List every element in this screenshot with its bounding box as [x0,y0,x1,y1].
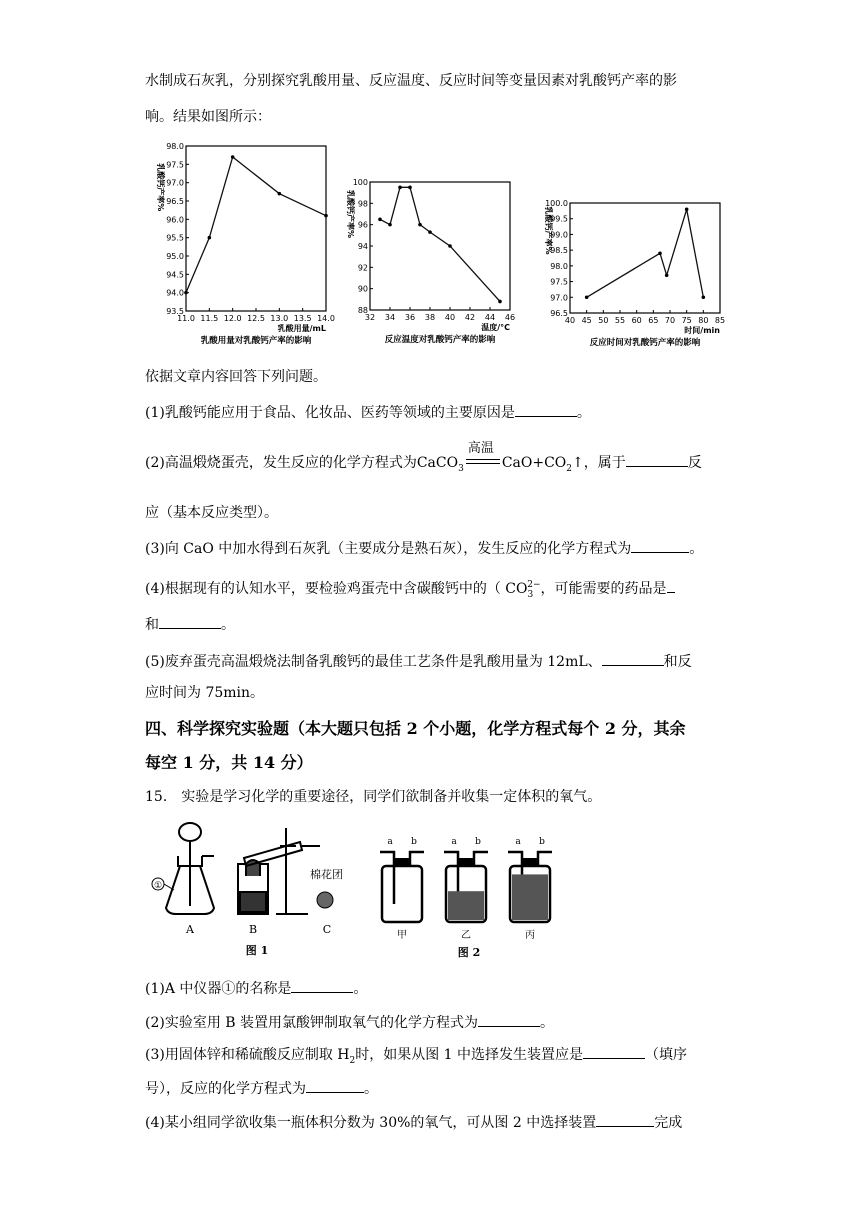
x-tick-label: 46 [504,313,516,322]
x-tick-label: 13.0 [270,314,289,323]
data-point [278,192,282,196]
chart-title: 乳酸用量对乳酸钙产率的影响 [200,336,312,346]
x-tick-label: 11.0 [177,314,195,323]
data-point [665,273,669,277]
gas-bottle [508,837,552,941]
answer-blank[interactable] [306,1078,364,1093]
q15-part-3-text-a: (3)用固体锌和稀硫酸反应制取 H [145,1047,350,1063]
tube-label-b: b [411,837,417,847]
y-tick-label: 98.0 [166,142,184,151]
q15-part-2-end: 。 [540,1015,555,1031]
question-2-text-a: (2)高温煅烧蛋壳，发生反应的化学方程式为CaCO [145,455,459,471]
x-tick-label: 14.0 [317,314,335,323]
figure-2-drawing [374,834,564,960]
y-tick-label: 92 [357,263,368,273]
q15-part-3-text-d: 号），反应的化学方程式为 [145,1081,306,1097]
question-5 [145,651,692,671]
y-axis-label: 乳酸钙产率% [156,163,165,212]
question-1-end: 。 [576,405,591,421]
question-4 [145,578,675,600]
question-2-sub2: 2 [566,463,573,474]
x-tick-label: 50 [598,316,609,325]
y-tick-label: 97.0 [166,178,184,188]
tube-label-a: a [515,837,521,847]
y-tick-label: 99.0 [550,230,568,240]
q15-part-3-text-b: 时，如果从图 1 中选择发生装置应是 [355,1047,584,1063]
x-tick-label: 13.5 [293,314,312,323]
data-point [428,230,432,234]
x-tick-label: 45 [581,316,592,325]
data-point [388,223,392,227]
q15-part-3-sub: 2 [349,1055,356,1066]
chart-svg [340,172,522,348]
label-b: B [248,923,258,936]
question-4-line-2 [145,614,235,634]
series-line [587,209,704,297]
question-1 [145,402,591,422]
x-axis-label: 时间/min [684,326,720,335]
question-2-text-d: 反 [687,455,702,471]
y-tick-label: 97.5 [550,277,568,287]
plot-frame [370,182,510,310]
x-tick-label: 60 [631,316,642,325]
instrument-marker: ① [153,881,163,891]
data-point [498,300,502,304]
y-tick-label: 97.5 [166,160,184,170]
y-tick-label: 94 [357,242,368,251]
plot-frame [186,146,326,311]
question-5-text-a: (5)废弃蛋壳高温煅烧法制备乳酸钙的最佳工艺条件是乳酸用量为 12mL、 [145,654,602,670]
question-4-text-b: ，可能需要的药品是 [540,581,667,597]
chart-reaction-time [538,195,734,355]
series-line [186,157,326,293]
data-point [685,207,689,211]
intro-line-2: 响。结果如图所示： [145,109,271,125]
x-tick-label: 75 [681,316,692,325]
question-5-line-2: 应时间为 75min。 [145,685,265,701]
x-tick-label: 70 [664,316,676,325]
section-heading-line-1: 四、科学探究实验题（本大题只包括 2 个小题，化学方程式每个 2 分，其余 [145,719,686,738]
y-tick-label: 96.5 [166,197,184,206]
answer-blank[interactable] [291,978,353,993]
data-point [231,155,235,159]
q15-part-2-text: (2)实验室用 B 装置用氯酸钾制取氧气的化学方程式为 [145,1015,479,1031]
x-axis-label: 乳酸用量/mL [277,324,326,333]
tube-label-a: a [451,837,457,847]
answer-blank[interactable] [159,614,221,629]
question-2-text-c: ↑，属于 [572,455,626,471]
tube-label-b: b [475,837,481,847]
y-tick-label: 96.0 [166,215,184,225]
figure-1-apparatus [150,818,360,960]
y-tick-label: 95.0 [166,252,184,261]
y-axis-label: 乳酸钙产率% [346,189,355,239]
plot-frame [570,203,720,313]
x-tick-label: 42 [464,313,476,322]
question-3 [145,538,703,558]
question-4-text-c: 和 [145,617,159,633]
y-axis-label: 乳酸钙产率% [544,206,553,255]
q15-part-3 [145,1044,687,1066]
questions-lead: 依据文章内容回答下列问题。 [145,369,327,385]
bottle-label: 甲 [397,930,407,941]
apparatus-a [166,823,214,914]
x-tick-label: 12.5 [247,314,265,323]
gas-bottle [380,837,424,941]
cotton-label: 棉花团 [310,868,343,881]
q15-part-1 [145,978,367,998]
x-tick-label: 85 [714,316,726,325]
answer-blank[interactable] [478,1012,540,1027]
q15-part-1-text: (1)A 中仪器①的名称是 [145,981,292,997]
x-tick-label: 34 [384,313,396,322]
q15-part-4-text: (4)某小组同学欲收集一瓶体积分数为 30%的氧气，可从图 2 中选择装置 [145,1115,597,1131]
label-a: A [186,923,194,936]
data-point [418,223,422,227]
q15-part-3-line-2 [145,1078,378,1098]
equals-sign [466,459,500,464]
question-3-text: (3)向 CaO 中加水得到石灰乳（主要成分是熟石灰），发生反应的化学方程式为 [145,541,632,557]
tube-label-a: a [387,837,393,847]
section-heading-line-2: 每空 1 分，共 14 分） [145,753,313,772]
question-15-stem: 15． 实验是学习化学的重要途径，同学们欲制备并收集一定体积的氧气。 [145,789,602,805]
data-point [378,218,382,222]
y-tick-label: 100.0 [545,199,568,208]
figure-1-caption: 图 1 [245,944,269,957]
x-tick-label: 40 [564,316,576,325]
y-tick-label: 96 [357,220,368,230]
x-tick-label: 65 [648,316,659,325]
x-tick-label: 32 [364,313,376,322]
answer-blank[interactable] [596,1112,654,1127]
question-2-text-b: CaO+CO [501,455,567,471]
bottle-label: 丙 [525,930,535,941]
label-c: C [322,923,332,936]
data-point [324,214,328,218]
x-tick-label: 55 [614,316,626,325]
answer-blank[interactable] [631,538,689,553]
chart-title: 反应温度对乳酸钙产率的影响 [384,335,496,345]
y-tick-label: 90 [357,284,368,294]
question-4-sub: 3 [527,589,534,600]
answer-blank[interactable] [667,578,675,593]
answer-blank[interactable] [602,651,664,666]
question-2-line-2: 应（基本反应类型）。 [145,505,278,521]
y-tick-label: 96.5 [550,309,568,318]
question-2 [145,441,702,474]
question-4-sup: 2− [527,580,541,591]
bottle-label: 乙 [461,930,471,941]
q15-part-3-text-c: （填序 [645,1047,688,1063]
chart-lactic-acid-amount [150,138,335,346]
y-tick-label: 93.5 [166,307,184,316]
q15-part-4 [145,1112,682,1132]
y-tick-label: 98.0 [550,261,568,271]
question-1-text: (1)乳酸钙能应用于食品、化妆品、医药等领域的主要原因是 [145,405,515,421]
figure-2-caption: 图 2 [457,946,481,959]
y-tick-label: 95.5 [166,233,184,243]
answer-blank[interactable] [515,402,577,417]
q15-part-1-end: 。 [353,981,368,997]
chart-svg [150,138,335,346]
y-tick-label: 99.5 [550,214,568,224]
y-tick-label: 88 [357,306,368,315]
x-tick-label: 44 [484,313,496,322]
intro-line-1: 水制成石灰乳，分别探究乳酸用量、反应温度、反应时间等变量因素对乳酸钙产率的影 [145,73,677,89]
data-point [208,236,212,240]
figure-2-bottles [374,834,564,960]
y-tick-label: 94.0 [166,288,184,298]
data-point [398,186,402,190]
chart-reaction-temperature [340,172,522,348]
x-tick-label: 12.0 [223,314,242,323]
apparatus-b [238,828,320,914]
tube-label-b: b [539,837,545,847]
gas-bottle [444,837,488,941]
x-tick-label: 11.5 [200,314,219,323]
data-point [184,291,188,295]
x-tick-label: 36 [404,313,416,322]
data-point [658,251,662,255]
q15-part-3-end: 。 [364,1081,378,1097]
question-4-end: 。 [221,617,235,633]
q15-part-4-end: 完成 [654,1115,683,1131]
question-2-sub3: 3 [458,463,464,474]
question-5-text-b: 和反 [663,654,692,670]
y-tick-label: 94.5 [166,270,184,280]
x-tick-label: 38 [424,313,436,322]
series-line [380,187,500,301]
answer-blank[interactable] [583,1044,645,1059]
question-3-end: 。 [689,541,704,557]
reaction-condition-label: 高温 [467,441,494,456]
answer-blank[interactable] [626,452,688,467]
x-tick-label: 40 [444,313,456,322]
chart-svg [538,195,734,355]
y-tick-label: 98 [357,199,368,209]
figure-1-drawing [150,818,360,960]
chart-title: 反应时间对乳酸钙产率的影响 [589,338,701,348]
question-4-text-a: (4)根据现有的认知水平，要检验鸡蛋壳中含碳酸钙中的（ CO [145,581,528,597]
data-point [585,295,589,299]
data-point [448,244,452,248]
reaction-condition [466,441,500,467]
x-tick-label: 80 [698,316,709,325]
y-tick-label: 100 [352,178,368,187]
cotton-ball-icon [317,892,333,908]
x-axis-label: 温度/°C [481,323,510,332]
data-point [702,295,706,299]
y-tick-label: 98.5 [550,246,568,256]
q15-part-2 [145,1012,554,1032]
y-tick-label: 97.0 [550,293,568,303]
data-point [408,186,412,190]
